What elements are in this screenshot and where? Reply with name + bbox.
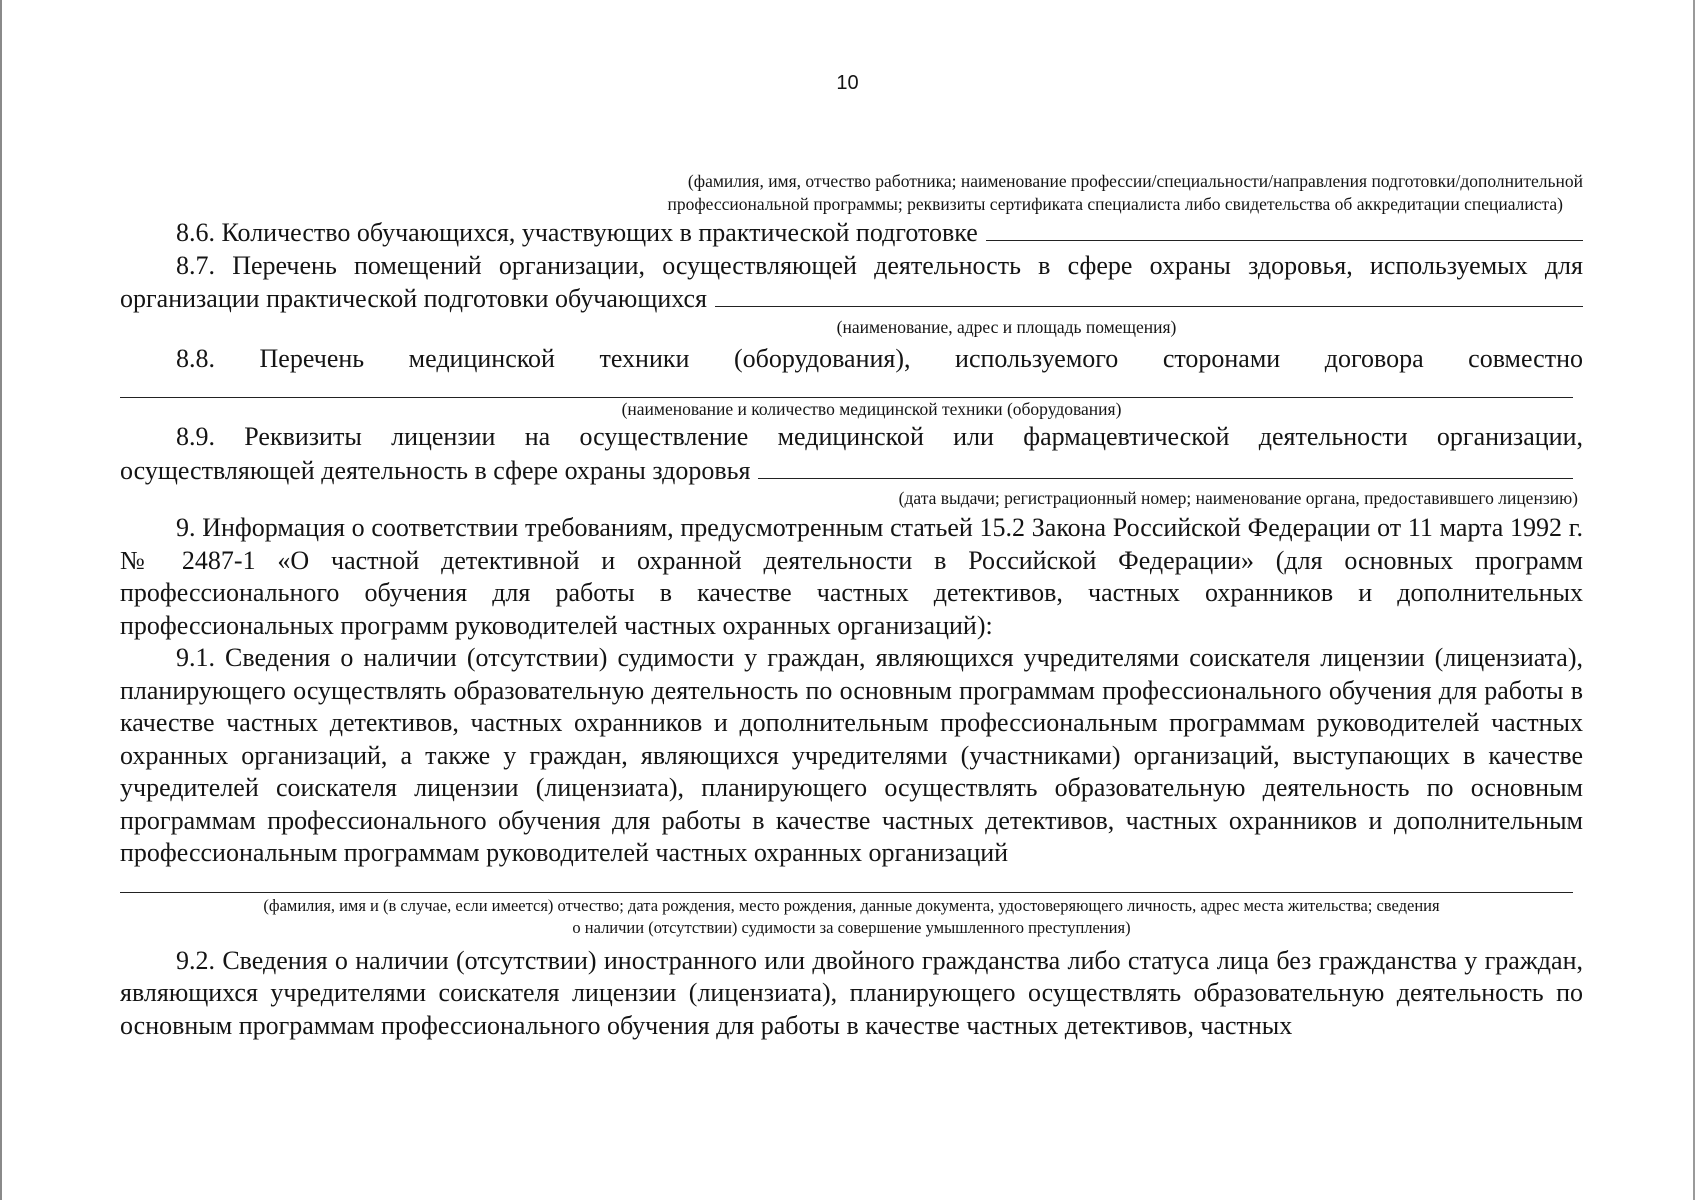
item-8-7-text: организации практической подготовки обучающихся — [120, 284, 708, 313]
document-body — [120, 170, 1583, 1042]
caption-worker-line-1: (фамилия, имя, отчество работника; наименование профессии/специальности/направления подготовки/дополнительной — [687, 171, 1583, 191]
item-8-8: 8.8. Перечень медицинской техники (оборудования), используемого сторонами договора совместно — [176, 343, 1583, 373]
item-9-1: 9.1. Сведения о наличии (отсутствии) судимости у граждан, являющихся учредителями соискателя лицензии (лицензиата), планирующего осуществлять образовательную деятельность по основным программам профессионального обучения для работы в качестве частных детективов, частных охранников и дополнительным профессиональным программам руководителей частных охранных организаций, а также у граждан, являющихся учредителями (участниками) организаций, выступающих в качестве учредителей соискателя лицензии (лицензиата), планирующего осуществлять образовательную деятельность по основным программам профессионального обучения для работы в качестве частных детективов, частных охранников и дополнительным профессиональным программам руководителей частных охранных организаций — [120, 643, 1583, 867]
page-number: 10 — [836, 72, 859, 94]
caption-criminal-line-1: (фамилия, имя и (в случае, если имеется) отчество; дата рождения, место рождения, данные документа, удостоверяющего личность, адрес места жительства; сведения — [263, 895, 1440, 915]
item-8-6 — [120, 216, 1583, 250]
caption-worker — [120, 170, 1583, 216]
item-8-6-blank — [986, 216, 1583, 241]
caption-criminal-line-2: о наличии (отсутствии) судимости за совершение умышленного преступления) — [572, 917, 1131, 937]
caption-equipment: (наименование и количество медицинской техники (оборудования) — [621, 399, 1122, 419]
item-8-9-line-1: 8.9. Реквизиты лицензии на осуществление медицинской или фармацевтической деятельности организации, — [176, 422, 1583, 451]
caption-criminal — [120, 895, 1583, 939]
caption-worker-line-2: профессиональной программы; реквизиты сертификата специалиста либо свидетельства об аккредитации специалиста) — [667, 194, 1563, 214]
item-9-2: 9.2. Сведения о наличии (отсутствии) иностранного или двойного гражданства либо статуса лица без гражданства у граждан, являющихся учредителями соискателя лицензии (лицензиата), планирующего осуществлять образовательную деятельность по основным программам профессионального обучения для работы в качестве частных детективов, частных — [120, 945, 1583, 1040]
item-8-7-line-2 — [120, 282, 1583, 316]
item-8-7-line-1: 8.7. Перечень помещений организации, осуществляющей деятельность в сфере охраны здоровья, используемых для — [176, 250, 1583, 280]
item-8-8-blank — [120, 375, 1573, 398]
item-8-7-blank — [715, 282, 1583, 307]
item-8-6-text: 8.6. Количество обучающихся, участвующих в практической подготовке — [176, 218, 978, 247]
scan-edge-left — [0, 0, 2, 1200]
caption-license: (дата выдачи; регистрационный номер; наименование органа, предоставившего лицензию) — [898, 488, 1578, 508]
caption-premises: (наименование, адрес и площадь помещения) — [836, 316, 1177, 337]
item-8-9-line-2 — [120, 454, 1573, 488]
spacer — [120, 870, 1583, 884]
item-9-1-blank — [120, 884, 1573, 893]
item-8-9-text: осуществляющей деятельность в сфере охраны здоровья — [120, 455, 751, 485]
item-8-9-blank — [758, 454, 1573, 479]
item-9: 9. Информация о соответствии требованиям, предусмотренным статьей 15.2 Закона Российской Федерации от 11 марта 1992 г. № 2487-1 «О частной детективной и охранной деятельности в Российской Федерации» (для основных программ профессионального обучения для работы в качестве частных детективов, частных охранников и дополнительных профессиональных программ руководителей частных охранных организаций): — [120, 513, 1583, 640]
